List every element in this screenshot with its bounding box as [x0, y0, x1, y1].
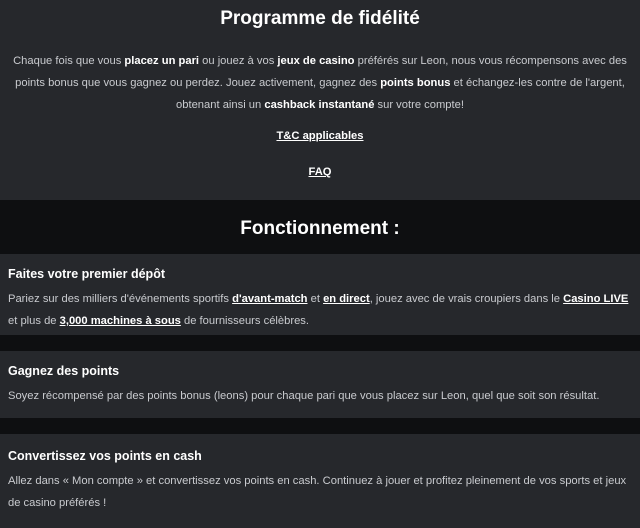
step-text: et	[307, 293, 324, 305]
live-link[interactable]: en direct	[323, 293, 370, 305]
terms-conditions-link[interactable]: T&C applicables	[276, 130, 364, 142]
loyalty-program-title: Programme de fidélité	[220, 8, 420, 29]
description-text: sur votre compte!	[374, 99, 464, 111]
loyalty-program-section	[0, 0, 640, 200]
highlight-bonus-points: points bonus	[380, 77, 451, 89]
step-text: de fournisseurs célèbres.	[180, 315, 309, 327]
highlight-casino-games: jeux de casino	[277, 55, 355, 67]
section-gap	[0, 335, 640, 351]
step-description	[8, 288, 632, 332]
loyalty-program-description	[12, 50, 628, 116]
step-first-deposit	[0, 254, 640, 335]
pre-match-link[interactable]: d'avant-match	[232, 293, 308, 305]
step-earn-points	[0, 351, 640, 418]
description-text: Chaque fois que vous	[13, 55, 125, 67]
highlight-instant-cashback: cashback instantané	[264, 99, 375, 111]
faq-link[interactable]: FAQ	[308, 166, 332, 178]
step-description: Allez dans « Mon compte » et convertissez vos points en cash. Continuez à jouer et profitez pleinement de vos sports et jeux de casino préférés !	[8, 475, 627, 509]
description-text: préférés sur Leon, nous vous récompensons avec des points bonus que vous gagnez ou perdez. Jouez activement, gagnez des	[15, 55, 627, 89]
step-text: Pariez sur des milliers d'événements sportifs	[8, 293, 233, 305]
step-text: , jouez avec de vrais croupiers dans le	[369, 293, 564, 305]
description-text: et échangez-les contre de l'argent, obtenant ainsi un	[176, 77, 625, 111]
highlight-place-bet: placez un pari	[124, 55, 200, 67]
step-title: Faites votre premier dépôt	[8, 267, 165, 281]
step-title: Convertissez vos points en cash	[8, 449, 202, 463]
slot-machines-link[interactable]: 3,000 machines à sous	[59, 315, 181, 327]
step-text: et plus de	[8, 315, 60, 327]
step-title: Gagnez des points	[8, 364, 120, 378]
live-casino-link[interactable]: Casino LIVE	[563, 293, 629, 305]
step-convert-points	[0, 434, 640, 528]
step-description: Soyez récompensé par des points bonus (leons) pour chaque pari que vous placez sur Leon, quel que soit son résultat.	[8, 390, 600, 402]
section-gap	[0, 418, 640, 434]
how-it-works-title: Fonctionnement :	[240, 218, 400, 239]
description-text: ou jouez à vos	[199, 55, 278, 67]
